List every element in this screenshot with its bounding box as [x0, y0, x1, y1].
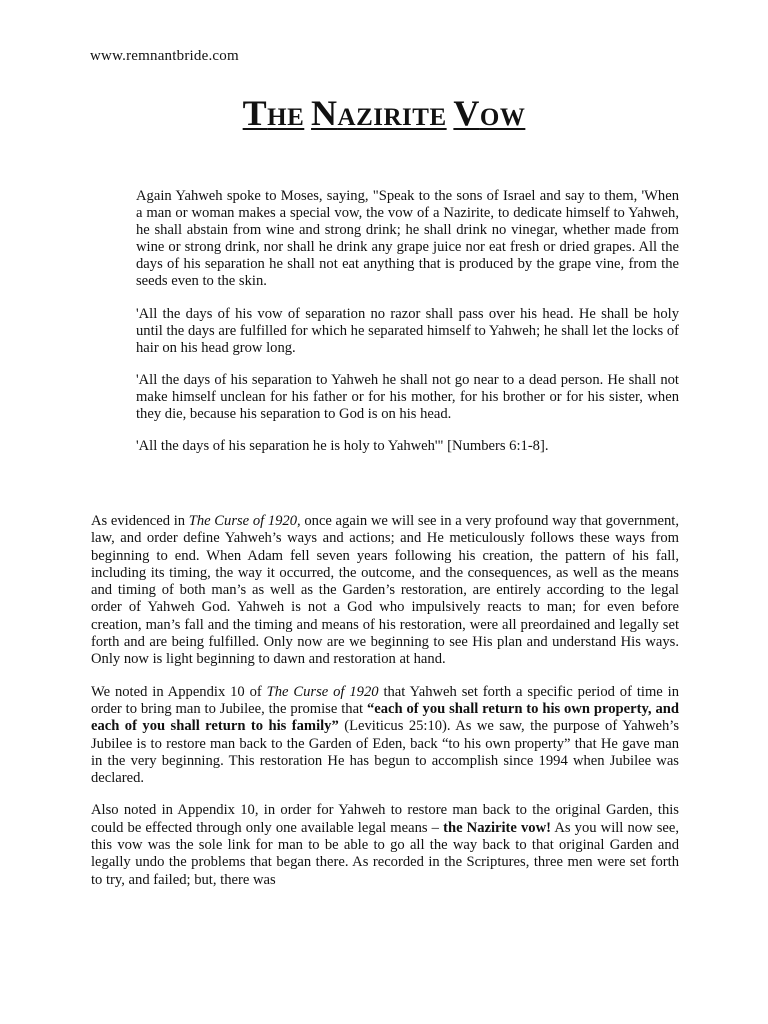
quote-paragraph: 'All the days of his vow of separation no razor shall pass over his head. He shall be holy until the days are fulfilled for which he separated himself to Yahweh; he shall let the locks of hair on his head grow long.	[136, 305, 679, 356]
title-word-nazirite: NAZIRITE	[311, 93, 447, 133]
quote-paragraph: 'All the days of his separation he is holy to Yahweh'" [Numbers 6:1-8].	[136, 438, 549, 455]
scripture-block-quote	[136, 188, 679, 470]
body-paragraph: Also noted in Appendix 10, in order for Yahweh to restore man back to the original Garden, this could be effected through only one available legal means – the Nazirite vow! As you will now see, this vow was the sole link for man to be able to go all the way back to that original Garden and legally undo the problems that began there. As recorded in the Scriptures, three men were set forth to try, and failed; but, there was	[91, 802, 680, 888]
page-title	[0, 92, 768, 134]
book-title-reference: The Curse of 1920	[266, 683, 379, 700]
title-word-the: THE	[242, 93, 305, 133]
title-word-vow: VOW	[453, 93, 526, 133]
body-paragraph: We noted in Appendix 10 of The Curse of 1920 that Yahweh set forth a specific period of time in order to bring man to Jubilee, the promise that “each of you shall return to his own property, and each of you shall return to his family” (Leviticus 25:10). As we saw, the purpose of Yahweh’s Jubilee is to restore man back to the Garden of Eden, back “to his own property” that He gave man in the very beginning. This restoration He has begun to accomplish since 1994 when Jubilee was declared.	[91, 683, 680, 787]
body-text	[91, 513, 679, 904]
quote-paragraph: 'All the days of his separation to Yahweh he shall not go near to a dead person. He shall not make himself unclean for his father or for his mother, for his brother or for his sister, when they die, because his separation to God is on his head.	[136, 371, 679, 423]
body-paragraph: As evidenced in The Curse of 1920, once again we will see in a very profound way that government, law, and order define Yahweh’s ways and actions; and He meticulously follows these ways from beginning to end. When Adam fell seven years following his creation, the pattern of his fall, including its timing, the way it occurred, the outcome, and the consequences, as well as the means and timing of both man’s as well as the Garden’s restoration, are entirely according to the legal order of Yahweh God. Yahweh is not a God who impulsively reacts to man; for even before creation, man’s fall and the timing and means of his restoration, were all preordained and legally set forth and are being fulfilled. Only now are we beginning to see His plan and understand His ways. Only now is light beginning to dawn and restoration at hand.	[91, 513, 679, 668]
quote-paragraph: Again Yahweh spoke to Moses, saying, "Speak to the sons of Israel and say to them, 'When a man or woman makes a special vow, the vow of a Nazirite, to dedicate himself to Yahweh, he shall abstain from wine and strong drink; he shall drink no vinegar, whether made from wine or strong drink, nor shall he drink any grape juice nor eat fresh or dried grapes. All the days of his separation he shall not eat anything that is produced by the grape vine, from the seeds even to the skin.	[136, 188, 679, 290]
book-title-reference: The Curse of 1920	[188, 513, 298, 529]
jubilee-promise-quote: “each of you shall return to his own property, and each of you shall return to his family”	[91, 700, 679, 735]
site-url: www.remnantbride.com	[90, 48, 239, 64]
nazirite-vow-emphasis: the Nazirite vow!	[443, 819, 552, 836]
